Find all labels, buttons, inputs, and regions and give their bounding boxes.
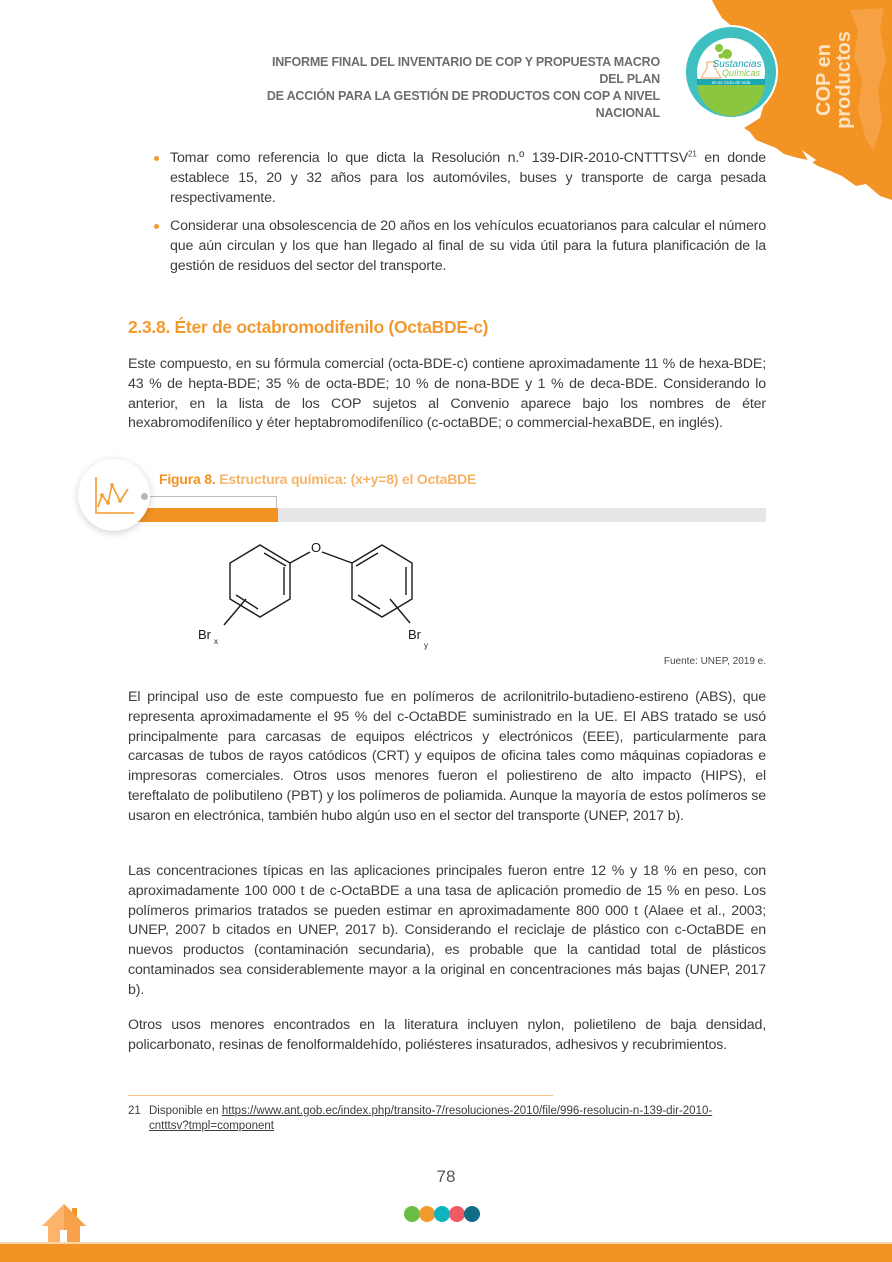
figure-label: Figura 8. <box>159 471 216 487</box>
paragraph: Las concentraciones típicas en las aplicaciones principales fueron entre 12 % y 18 % en peso, con aproximadamente 100 000 t de c-OctaBDE a una tasa de aplicación promedio de 15 % en peso. Los polímeros primarios tratados se pueden estimar en aproximadamente 800 000 t (Alaee et al., 2003; UNEP, 2007 b citados en UNEP, 2017 b). Considerando el reciclaje de plástico con c-OctaBDE en nuevos productos (contaminación secundaria), es probable que la cantidad total de plásticos contaminados sea considerablemente mayor a la original en concentraciones más bajas (UNEP, 2017 b). <box>128 863 766 998</box>
footnote-ref[interactable]: 21 <box>688 149 697 159</box>
footnote-prefix: Disponible en <box>149 1105 222 1117</box>
color-dot <box>464 1206 480 1222</box>
br-x-label: Br <box>198 627 211 642</box>
running-header-line2: DE ACCIÓN PARA LA GESTIÓN DE PRODUCTOS CON COP A NIVEL NACIONAL <box>266 89 660 120</box>
figure-caption <box>159 471 476 487</box>
octabde-structure-diagram <box>190 533 470 653</box>
footnote-number: 21 <box>128 1105 141 1117</box>
footnote-link[interactable]: https://www.ant.gob.ec/index.php/transito-7/resoluciones-2010/file/996-resolucin-n-139-dir-2010-cntttsv?tmpl=component <box>149 1105 713 1132</box>
logo-subtitle-1: Químicas <box>721 68 761 78</box>
bullet-text-continued: en donde establece 15, 20 y 32 años para los automóviles, buses y transporte de carga pesada respectivamente. <box>170 150 766 206</box>
right-benzene-ring <box>352 545 412 617</box>
running-header <box>250 54 660 122</box>
color-dots <box>404 1206 479 1222</box>
line-chart-icon <box>92 473 136 517</box>
bullet-item <box>154 148 766 208</box>
footer-band <box>0 1244 892 1262</box>
section-tab-line1: COP en <box>813 44 835 116</box>
br-x-subscript: x <box>214 637 218 646</box>
figure-caption-text: Estructura química: (x+y=8) el OctaBDE <box>215 471 477 487</box>
figure-icon-badge <box>78 459 150 531</box>
paragraph: El principal uso de este compuesto fue en polímeros de acrilonitrilo-butadieno-estireno (ABS), que representa aproximadamente el 95 % del c-OctaBDE suministrado en la UE. El ABS tratado se usó principalmente para carcasas de equipos eléctricos y electrónicos (EEE), particularmente para carcasas de tubos de rayos catódicos (CRT) y equipos de oficina tales como máquinas copiadoras e impresoras comerciales. Otros usos menores fueron el poliestireno de alto impacto (HIPS), el tereftalato de polibutileno (PBT) y los polímeros de poliamida. Aunque la mayoría de estos polímeros se usaron en electrónica, también hubo algún uso en el sector del transporte (UNEP, 2017 b). <box>128 689 766 824</box>
bullet-dot-icon <box>154 156 159 161</box>
figure-connector-dot <box>141 493 148 500</box>
running-header-line1: INFORME FINAL DEL INVENTARIO DE COP Y PROPUESTA MACRO DEL PLAN <box>271 55 660 86</box>
bullet-list <box>154 148 766 284</box>
bullet-text: Considerar una obsolescencia de 20 años en los vehículos ecuatorianos para calcular el número que aún circulan y los que han llegado al final de su vida útil para la futura planificación de la gestión de residuos del sector del transporte. <box>170 218 766 274</box>
oxygen-atom-label: O <box>310 540 322 555</box>
br-y-label: Br <box>408 627 421 642</box>
sustancias-quimicas-logo <box>683 24 779 120</box>
color-dot <box>434 1206 450 1222</box>
bullet-dot-icon <box>154 224 159 229</box>
bullet-item <box>154 216 766 276</box>
paragraph: Otros usos menores encontrados en la literatura incluyen nylon, polietileno de baja densidad, policarbonato, resinas de fenolformaldehído, poliésteres insaturados, adhesivos y recubrimientos. <box>128 1017 766 1053</box>
logo-tagline: en su Ciclo de Vida <box>711 80 751 85</box>
br-y-subscript: y <box>424 641 428 650</box>
section-tab-line2: productos <box>833 31 855 129</box>
page-number: 78 <box>436 1167 456 1186</box>
br-x-bond <box>224 599 246 625</box>
color-dot <box>419 1206 435 1222</box>
footnote <box>128 1104 728 1134</box>
section-heading: 2.3.8. Éter de octabromodifenilo (OctaBDE-c) <box>128 317 489 337</box>
bullet-text: Tomar como referencia lo que dicta la Resolución n.º 139-DIR-2010-CNTTTSV <box>170 150 689 166</box>
home-icon[interactable] <box>40 1204 88 1244</box>
color-dot <box>404 1206 420 1222</box>
section-tab-label <box>806 28 862 132</box>
color-dot <box>449 1206 465 1222</box>
logo-title: Sustancias <box>712 59 762 70</box>
figure-bar-accent <box>134 508 278 522</box>
paragraph: Este compuesto, en su fórmula comercial (octa-BDE-c) contiene aproximadamente 11 % de hexa-BDE; 43 % de hepta-BDE; 35 % de octa-BDE; 10 % de nona-BDE y 1 % de deca-BDE. Considerando lo anterior, en la lista de los COP sujetos al Convenio aparece bajo los nombres de éter hexabromodifenílico y éter heptabromodifenílico (c-octaBDE; o commercial-hexaBDE, en inglés). <box>128 356 766 432</box>
figure-source: Fuente: UNEP, 2019 e. <box>663 656 766 667</box>
footnote-divider <box>128 1095 553 1096</box>
